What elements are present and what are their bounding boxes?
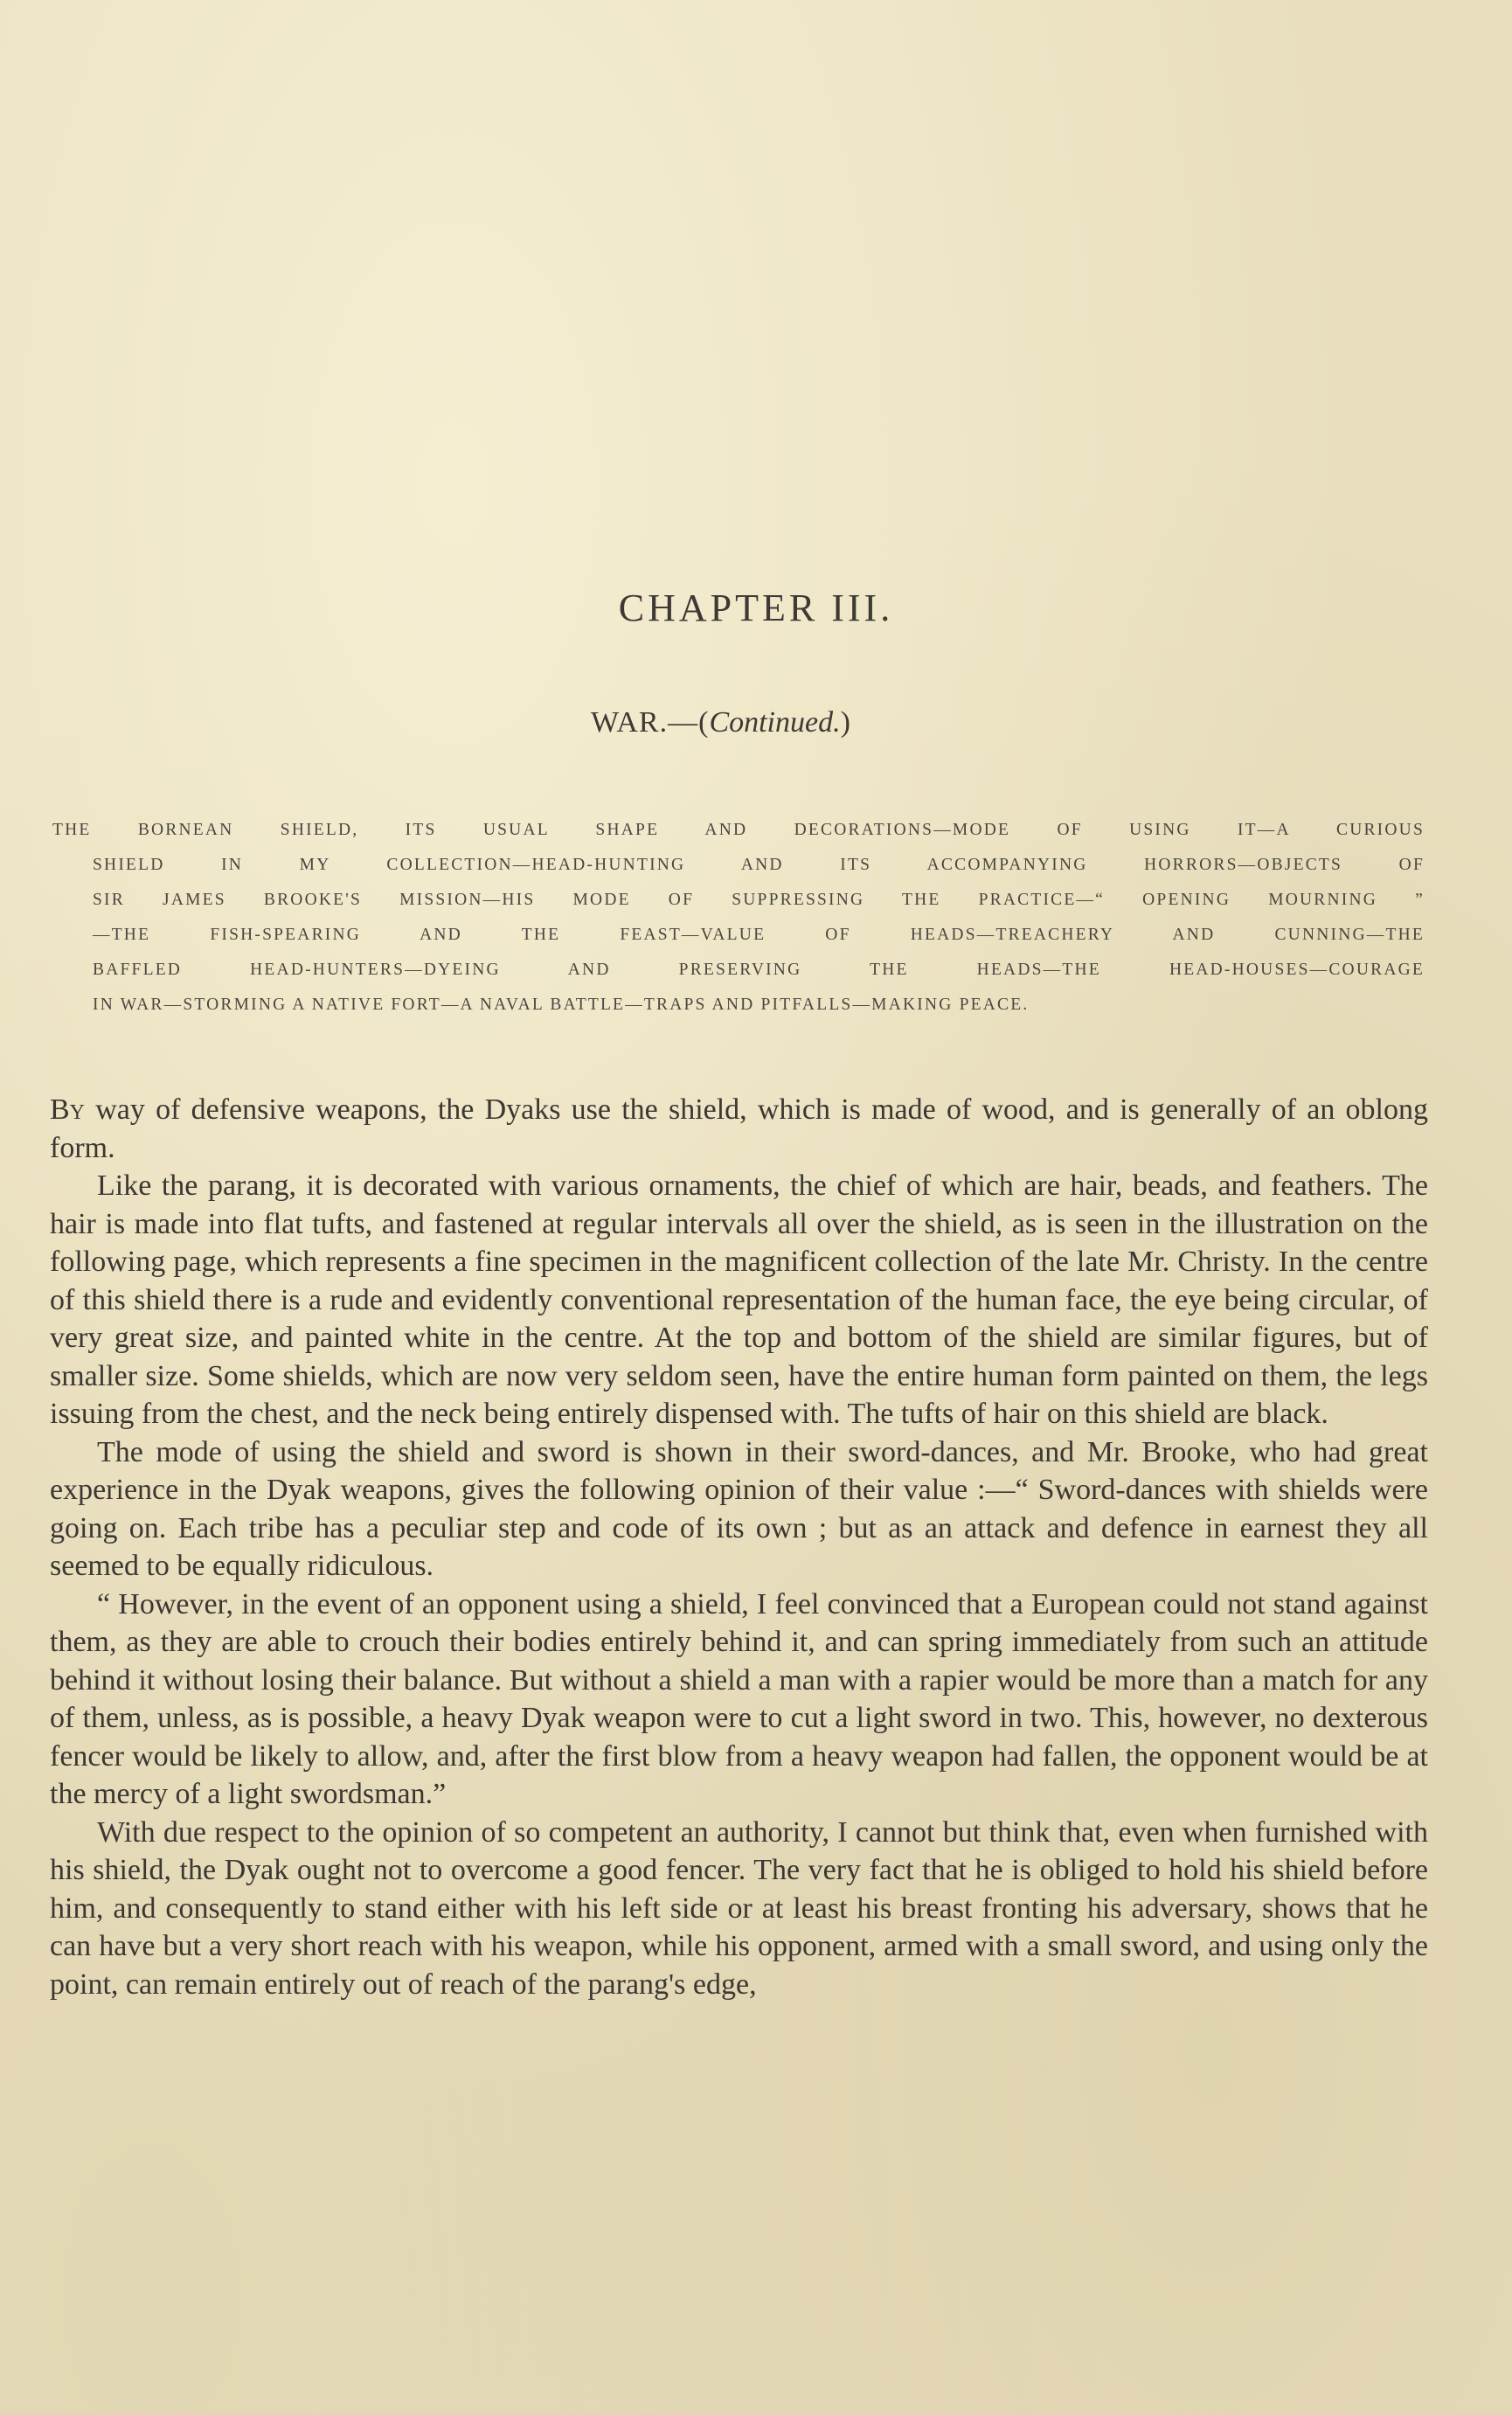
paragraph-4: “ However, in the event of an opponent using a shield, I feel convinced that a European could not stand against them, as they are able to crouch their bodies entirely behind it, and can spring immediately from such an attitude behind it without losing their balance. But without a shield a man with a rapier would be more than a match for any of them, unless, as is possible, a heavy Dyak weapon were to cut a light sword in two. This, however, no dexterous fencer would be likely to allow, and, after the first blow from a heavy weapon had fallen, the opponent would be at the mercy of a light swordsman.”: [50, 1587, 1428, 1810]
section-close: ): [840, 706, 851, 739]
synopsis-line: IN WAR—STORMING A NATIVE FORT—A NAVAL BATTLE—TRAPS AND PITFALLS—MAKING PEACE.: [93, 996, 1030, 1014]
synopsis-line: —THE FISH-SPEARING AND THE FEAST—VALUE OF HEADS—TREACHERY AND CUNNING—THE: [93, 926, 1425, 944]
synopsis-line: BAFFLED HEAD-HUNTERS—DYEING AND PRESERVING THE HEADS—THE HEAD-HOUSES—COURAGE: [93, 961, 1425, 979]
paragraph-opening-word: By: [50, 1093, 86, 1126]
paragraph-1-text: way of defensive weapons, the Dyaks use the shield, which is made of wood, and is generally of an oblong form.: [50, 1093, 1428, 1164]
body-text: [50, 1091, 1428, 2003]
chapter-title: CHAPTER III.: [618, 586, 894, 629]
synopsis-line: THE BORNEAN SHIELD, ITS USUAL SHAPE AND DECORATIONS—MODE OF USING IT—A CURIOUS: [52, 821, 1425, 839]
section-continued: Continued.: [709, 706, 841, 739]
paragraph-1: [50, 1091, 1428, 1167]
paragraph-3: The mode of using the shield and sword is shown in their sword-dances, and Mr. Brooke, who had great experience in the Dyak weapons, gives the following opinion of their value :—“ Sword-dances with shields were going on. Each tribe has a peculiar step and code of its own ; but as an attack and defence in earnest they all seemed to be equally ridiculous.: [50, 1435, 1428, 1582]
synopsis-line: SIR JAMES BROOKE'S MISSION—HIS MODE OF SUPPRESSING THE PRACTICE—“ OPENING MOURNING ”: [93, 891, 1425, 909]
chapter-synopsis: [52, 813, 1425, 1023]
section-title: [0, 706, 1442, 739]
synopsis-line: SHIELD IN MY COLLECTION—HEAD-HUNTING AND ITS ACCOMPANYING HORRORS—OBJECTS OF: [93, 856, 1425, 874]
paragraph-5: With due respect to the opinion of so competent an authority, I cannot but think that, even when furnished with his shield, the Dyak ought not to overcome a good fencer. The very fact that he is obliged to hold his shield before him, and consequently to stand either with his left side or at least his breast fronting his adversary, shows that he can have but a very short reach with his weapon, while his opponent, armed with a small sword, and using only the point, can remain entirely out of reach of the parang's edge,: [50, 1815, 1428, 2001]
section-main: WAR.—(: [591, 706, 710, 739]
paragraph-2: Like the parang, it is decorated with various ornaments, the chief of which are hair, beads, and feathers. The hair is made into flat tufts, and fastened at regular intervals all over the shield, as is seen in the illustration on the following page, which represents a fine specimen in the magnificent collection of the late Mr. Christy. In the centre of this shield there is a rude and evidently conventional representation of the human face, the eye being circular, of very great size, and painted white in the centre. At the top and bottom of the shield are similar figures, but of smaller size. Some shields, which are now very seldom seen, have the entire human form painted on them, the legs issuing from the chest, and the neck being entirely dispensed with. The tufts of hair on this shield are black.: [50, 1169, 1428, 1430]
